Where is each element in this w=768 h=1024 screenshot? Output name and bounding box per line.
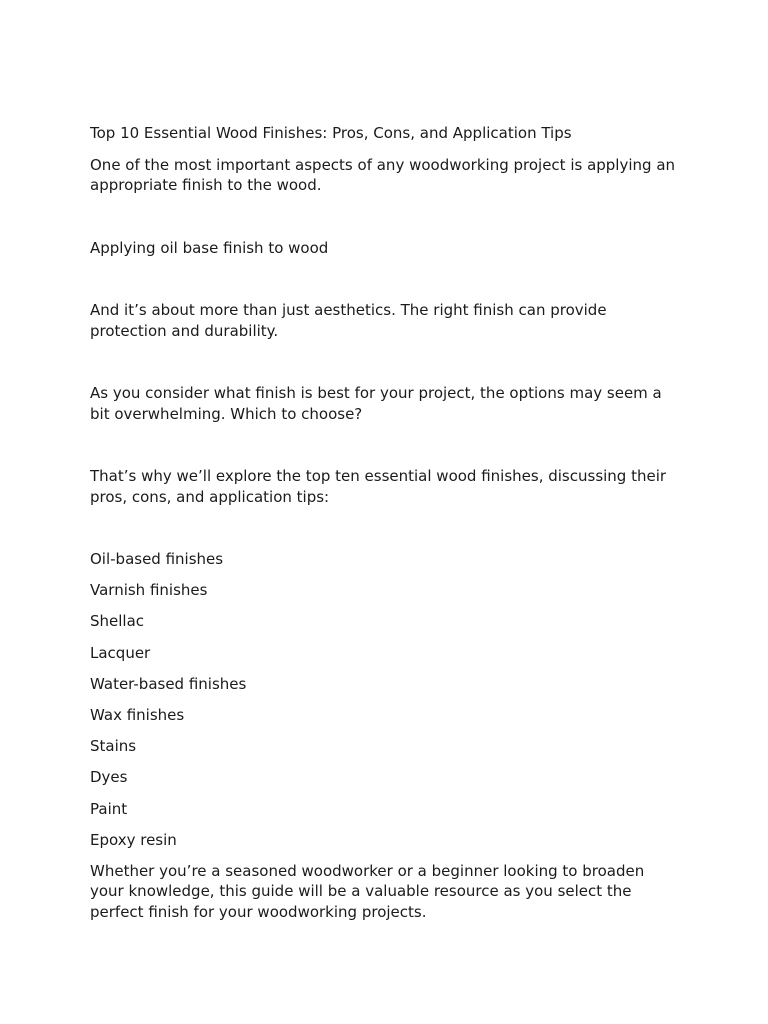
paragraph-explore: That’s why we’ll explore the top ten essential wood finishes, discussing their pros, cons, and application tips: <box>90 467 667 506</box>
paragraph-aesthetics: And it’s about more than just aesthetics. The right finish can provide protection and durability. <box>90 301 607 340</box>
list-item: Epoxy resin <box>90 830 177 849</box>
list-item: Stains <box>90 737 137 756</box>
list-item: Varnish finishes <box>90 581 208 600</box>
paragraph-options: As you consider what finish is best for your project, the options may seem a bit overwhelming. Which to choose? <box>90 384 662 423</box>
article-title: Top 10 Essential Wood Finishes: Pros, Cons, and Application Tips <box>90 124 572 142</box>
finishes-list <box>90 549 675 850</box>
image-caption: Applying oil base finish to wood <box>90 238 329 257</box>
closing-paragraph: Whether you’re a seasoned woodworker or a beginner looking to broaden your knowledge, this guide will be a valuable resource as you select the perfect finish for your woodworking projects. <box>90 861 645 921</box>
list-item: Wax finishes <box>90 705 185 724</box>
intro-paragraph: One of the most important aspects of any woodworking project is applying an appropriate finish to the wood. <box>90 155 676 194</box>
list-item: Water-based finishes <box>90 674 247 693</box>
list-item: Paint <box>90 799 128 818</box>
list-item: Lacquer <box>90 643 151 662</box>
list-item: Oil-based finishes <box>90 550 224 568</box>
list-item: Dyes <box>90 768 128 787</box>
document-page <box>90 123 675 922</box>
list-item: Shellac <box>90 612 145 631</box>
